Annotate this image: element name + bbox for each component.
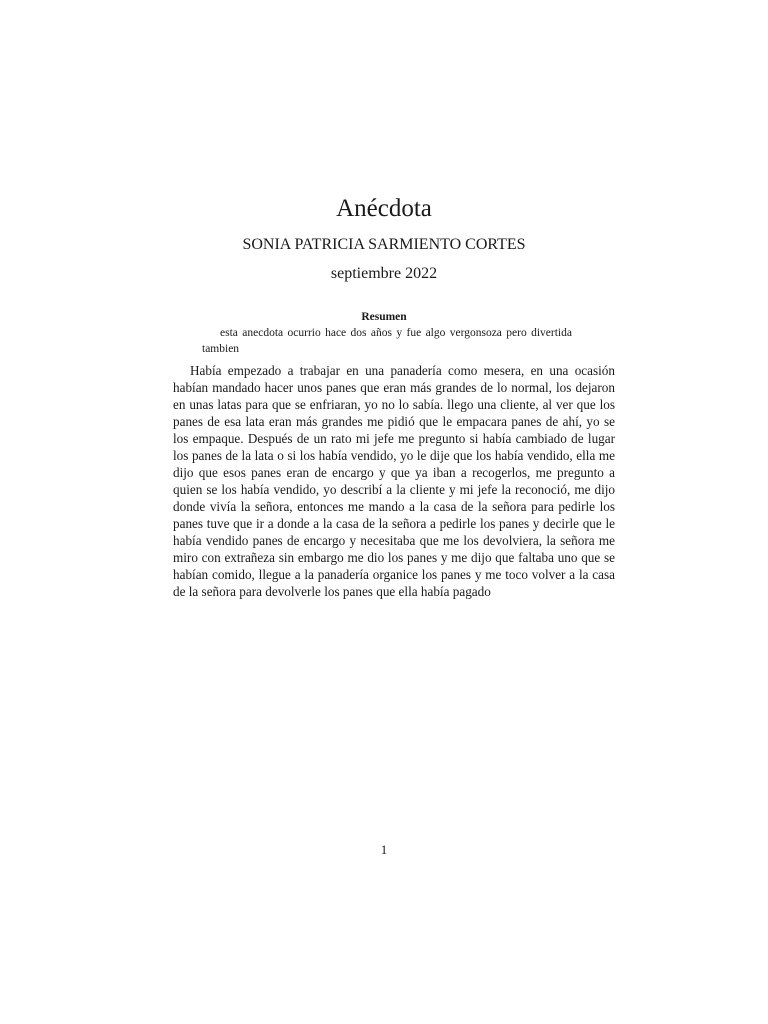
body-paragraph: Había empezado a trabajar en una panadería como mesera, en una ocasión habían mandado hacer unos panes que eran más grandes de lo normal, los dejaron en unas latas para que se enfriaran, yo no lo sabía. llego una cliente, al ver que los panes de esa lata eran más grandes me pidió que le empacara panes de ahí, yo se los empaque. Después de un rato mi jefe me pregunto si había cambiado de lugar los panes de la lata o si los había vendido, yo le dije que los había vendido, ella me dijo que esos panes eran de encargo y que ya iban a recogerlos, me pregunto a quien se los había vendido, yo describí a la cliente y mi jefe la reconoció, me dijo donde vivía la señora, entonces me mando a la casa de la señora para pedirle los panes tuve que ir a donde a la casa de la señora a pedirle los panes y decirle que le había vendido panes de encargo y necesitaba que me los devolviera, la señora me miro con extrañeza sin embargo me dio los panes y me dijo que faltaba uno que se habían comido, llegue a la panadería organice los panes y me toco volver a la casa de la señora para devolverle los panes que ella había pagado (173, 363, 615, 599)
document-author: SONIA PATRICIA SARMIENTO CORTES (242, 236, 526, 253)
abstract-heading: Resumen (361, 311, 407, 323)
document-title: Anécdota (336, 195, 432, 222)
document-date: septiembre 2022 (330, 265, 438, 282)
abstract-text: esta anecdota ocurrio hace dos años y fue algo vergonsoza pero divertida tambien (202, 327, 572, 355)
page-number: 1 (380, 842, 388, 857)
